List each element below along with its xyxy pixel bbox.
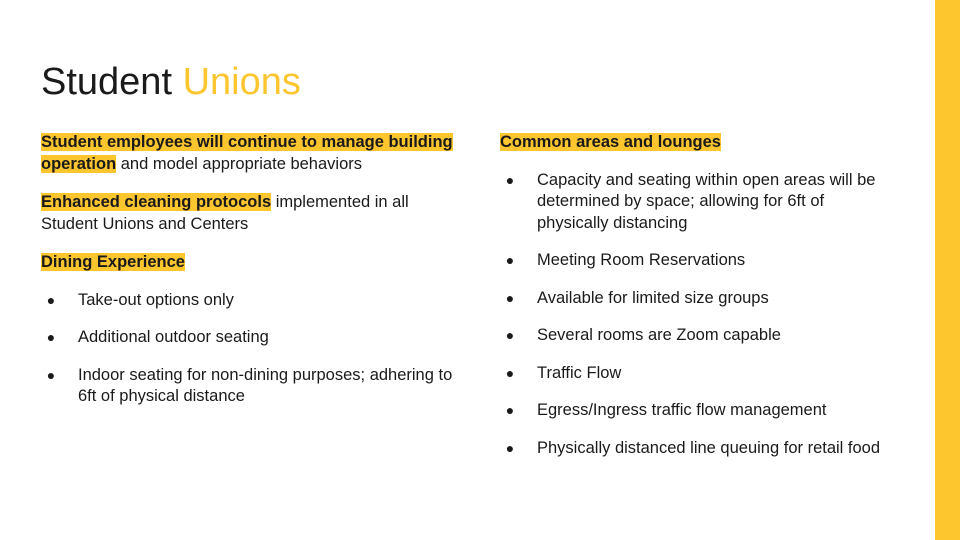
bullet-icon: ●	[46, 366, 56, 383]
list-item-text: Indoor seating for non-dining purposes; adhering to 6ft of physical distance	[78, 365, 453, 405]
common-areas-list	[500, 170, 900, 460]
highlight-staff: Student employees will continue to manage building operation	[41, 133, 453, 173]
bullet-icon: ●	[46, 329, 56, 345]
paragraph-staff-rest: and model appropriate behaviors	[116, 154, 362, 173]
list-item	[41, 327, 461, 349]
list-item	[500, 288, 900, 310]
list-item	[41, 365, 461, 408]
bullet-icon: ●	[505, 402, 515, 418]
bullet-icon: ●	[505, 439, 515, 456]
bullet-icon: ●	[505, 289, 515, 306]
bullet-icon: ●	[46, 291, 56, 308]
list-item	[41, 290, 461, 312]
list-item	[500, 363, 900, 385]
common-areas-heading-wrap	[500, 132, 900, 154]
list-item	[500, 400, 900, 422]
slide-title	[41, 60, 301, 104]
paragraph-cleaning-rest: implemented in all Student Unions and Centers	[41, 193, 409, 233]
list-item-text: Physically distanced line queuing for retail food	[537, 438, 881, 457]
dining-heading-wrap	[41, 252, 461, 274]
dining-heading: Dining Experience	[41, 253, 185, 271]
list-item-text: Capacity and seating within open areas will be determined by space; allowing for 6ft of physically distancing	[537, 170, 876, 232]
list-item-text: Several rooms are Zoom capable	[537, 326, 781, 344]
list-item-text: Egress/Ingress traffic flow management	[537, 401, 827, 419]
list-item-text: Take-out options only	[78, 290, 234, 309]
list-item	[500, 250, 900, 272]
list-item	[500, 438, 900, 460]
bullet-icon: ●	[505, 252, 515, 268]
dining-list	[41, 290, 461, 408]
list-item-text: Traffic Flow	[537, 363, 622, 382]
bullet-icon: ●	[505, 171, 515, 188]
highlight-cleaning: Enhanced cleaning protocols	[41, 193, 272, 211]
bullet-icon: ●	[505, 364, 515, 381]
common-areas-heading: Common areas and lounges	[500, 133, 721, 151]
list-item-text: Additional outdoor seating	[78, 328, 269, 346]
title-word-2: Unions	[182, 61, 301, 103]
list-item	[500, 170, 900, 235]
left-column	[41, 132, 461, 424]
list-item	[500, 325, 900, 347]
list-item-text: Meeting Room Reservations	[537, 251, 746, 269]
bullet-icon: ●	[505, 327, 515, 343]
paragraph-cleaning	[41, 192, 461, 235]
paragraph-staff	[41, 132, 461, 175]
accent-bar	[935, 0, 960, 540]
list-item-text: Available for limited size groups	[537, 288, 769, 307]
title-word-1: Student	[41, 61, 172, 103]
right-column	[500, 132, 900, 475]
